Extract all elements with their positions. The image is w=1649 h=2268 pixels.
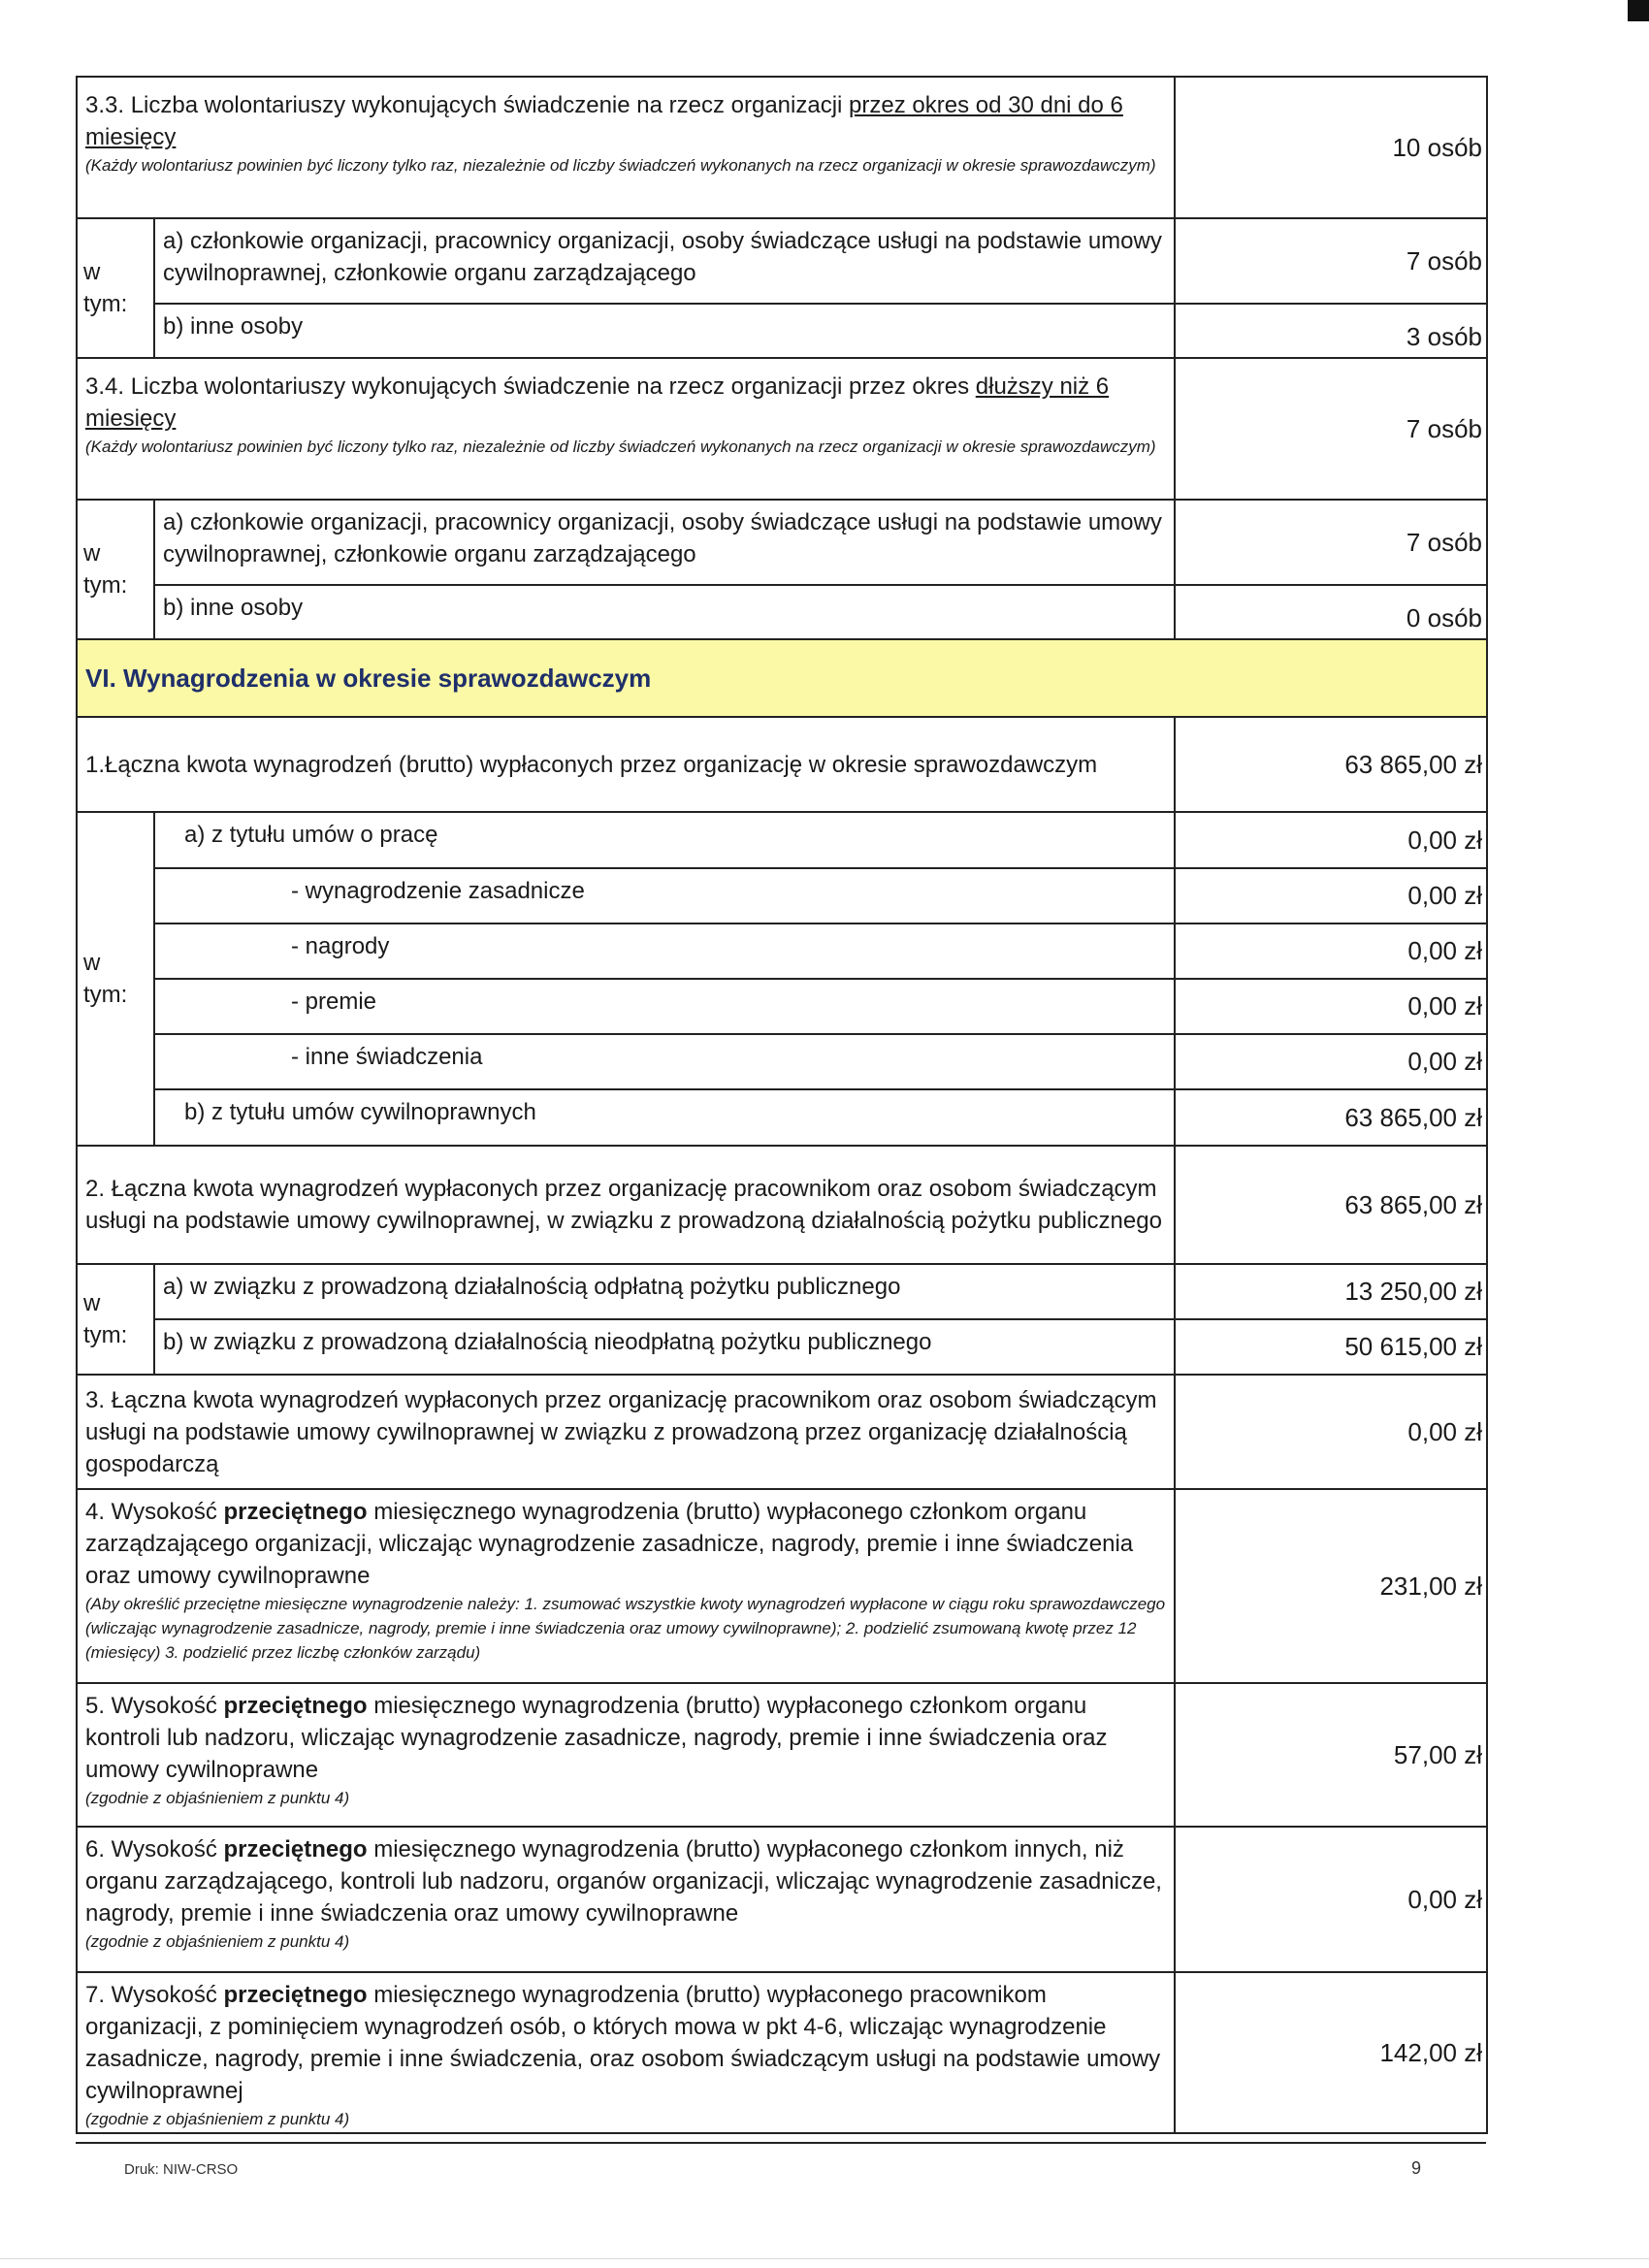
r1-a-value: 0,00 zł (1176, 813, 1488, 867)
r2-a-row (155, 1265, 1488, 1320)
r4-pre: 4. Wysokość (85, 1499, 217, 1525)
section-vi-row (78, 640, 1488, 718)
r2-label: 2. Łączna kwota wynagrodzeń wypłaconych przez organizację pracownikom oraz osobom świadczącym usługi na podstawie umowy cywilnoprawnej, w związku z prowadzoną działalnością pożytku publicznego (78, 1147, 1176, 1263)
s34-note: (Każdy wolontariusz powinien być liczony tylko raz, niezależnie od liczby świadczeń wykonanych na rzecz organizacji w okresie sprawozdawczym) (85, 437, 1156, 456)
s33-a-label: a) członkowie organizacji, pracownicy organizacji, osoby świadczące usługi na podstawie umowy cywilnoprawnej, członkowie organu zarządzającego (155, 219, 1176, 303)
r4-value: 231,00 zł (1176, 1490, 1488, 1682)
r2-b-row (155, 1320, 1488, 1374)
s33-breakdown (78, 219, 1488, 359)
r7-post: miesięcznego wynagrodzenia (brutto) wypłaconego pracownikom organizacji, z pominięciem wynagrodzeń osób, o których mowa w pkt 4-6, wliczając wynagrodzenie zasadnicze, nagrody, premie i inne świadczenia, oraz osobom świadczącym usługi na podstawie umowy cywilnoprawnej (85, 1982, 1161, 2104)
r6-label (78, 1828, 1176, 1971)
s34-w: w (83, 540, 101, 567)
r2-a-label: a) w związku z prowadzoną działalnością odpłatną pożytku publicznego (155, 1265, 1176, 1318)
r1-w: w (83, 950, 101, 976)
s34-title: 3.4. Liczba wolontariuszy wykonujących świadczenie na rzecz organizacji przez okres (85, 373, 970, 400)
r5-label (78, 1684, 1176, 1826)
r1-a3-value: 0,00 zł (1176, 980, 1488, 1033)
r4-row (78, 1490, 1488, 1684)
s34-b-row (155, 586, 1488, 638)
r2-row (78, 1147, 1488, 1265)
r6-post: miesięcznego wynagrodzenia (brutto) wypłaconego członkom innych, niż organu zarządzającego, kontroli lub nadzoru, organów organizacji, wliczając wynagrodzenie zasadnicze, nagrody, premie i inne świadczenia oraz umowy cywilnoprawne (85, 1836, 1162, 1927)
r7-row (78, 1973, 1488, 2134)
r6-note: (zgodnie z objaśnieniem z punktu 4) (85, 1932, 350, 1951)
s33-tym: tym: (83, 291, 128, 317)
r6-value: 0,00 zł (1176, 1828, 1488, 1971)
r1-breakdown (78, 813, 1488, 1147)
r1-a4-value: 0,00 zł (1176, 1035, 1488, 1088)
r1-a2-row (155, 924, 1488, 980)
r2-a-value: 13 250,00 zł (1176, 1265, 1488, 1318)
r1-a4-row (155, 1035, 1488, 1090)
scan-corner-mark (1628, 0, 1649, 21)
s34-row (78, 359, 1488, 501)
r1-b-row (155, 1090, 1488, 1145)
r2-b-value: 50 615,00 zł (1176, 1320, 1488, 1374)
r7-bold: przeciętnego (223, 1982, 368, 2008)
s33-b-value: 3 osób (1176, 305, 1488, 357)
r5-post: miesięcznego wynagrodzenia (brutto) wypłaconego członkom organu kontroli lub nadzoru, wliczając wynagrodzenie zasadnicze, nagrody, premie i inne świadczenia oraz umowy cywilnoprawne (85, 1693, 1108, 1783)
r1-b-value: 63 865,00 zł (1176, 1090, 1488, 1145)
r6-pre: 6. Wysokość (85, 1836, 217, 1863)
r2-w-tym (78, 1265, 155, 1374)
r1-value: 63 865,00 zł (1176, 718, 1488, 811)
s34-tym: tym: (83, 572, 128, 599)
r1-a1-row (155, 869, 1488, 924)
r2-value: 63 865,00 zł (1176, 1147, 1488, 1263)
s33-note: (Każdy wolontariusz powinien być liczony tylko raz, niezależnie od liczby świadczeń wykonanych na rzecz organizacji w okresie sprawozdawczym) (85, 156, 1156, 175)
s33-a-row (155, 219, 1488, 305)
r4-bold: przeciętnego (223, 1499, 368, 1525)
r1-a3-row (155, 980, 1488, 1035)
s33-b-label: b) inne osoby (155, 305, 1176, 357)
r1-label: 1.Łączna kwota wynagrodzeń (brutto) wypłaconych przez organizację w okresie sprawozdawczym (78, 718, 1176, 811)
r4-label (78, 1490, 1176, 1682)
r6-bold: przeciętnego (223, 1836, 368, 1863)
s33-row (78, 78, 1488, 219)
r1-b-label: b) z tytułu umów cywilnoprawnych (155, 1090, 1176, 1145)
r5-value: 57,00 zł (1176, 1684, 1488, 1826)
r3-value: 0,00 zł (1176, 1376, 1488, 1488)
s33-title-underlined: przez okres od 30 dni do 6 miesięcy (85, 92, 1123, 150)
r1-a1-value: 0,00 zł (1176, 869, 1488, 923)
s34-breakdown (78, 501, 1488, 640)
page-number: 9 (1411, 2158, 1422, 2178)
r1-w-tym (78, 813, 155, 1145)
r7-value: 142,00 zł (1176, 1973, 1488, 2132)
s33-value: 10 osób (1176, 78, 1488, 217)
s34-w-tym (78, 501, 155, 638)
s33-b-row (155, 305, 1488, 357)
r7-label (78, 1973, 1176, 2132)
s33-w: w (83, 259, 101, 285)
section-vi-title: VI. Wynagrodzenia w okresie sprawozdawczym (78, 640, 1488, 716)
r2-b-label: b) w związku z prowadzoną działalnością nieodpłatną pożytku publicznego (155, 1320, 1176, 1374)
s33-title: 3.3. Liczba wolontariuszy wykonujących świadczenie na rzecz organizacji (85, 92, 843, 118)
report-table (76, 76, 1488, 2134)
r1-a3-label: - premie (155, 980, 1176, 1033)
r3-label: 3. Łączna kwota wynagrodzeń wypłaconych przez organizację pracownikom oraz osobom świadczącym usługi na podstawie umowy cywilnoprawnej w związku z prowadzoną przez organizację działalnością gospodarczą (78, 1376, 1176, 1488)
s33-w-tym (78, 219, 155, 357)
r1-a2-label: - nagrody (155, 924, 1176, 978)
s34-b-label: b) inne osoby (155, 586, 1176, 638)
r1-a4-label: - inne świadczenia (155, 1035, 1176, 1088)
r2-w: w (83, 1290, 101, 1316)
r5-pre: 5. Wysokość (85, 1693, 217, 1719)
r1-a1-label: - wynagrodzenie zasadnicze (155, 869, 1176, 923)
scan-edge-line (0, 2258, 1649, 2259)
s34-title-underlined: dłuższy niż 6 miesięcy (85, 373, 1110, 432)
s33-a-value: 7 osób (1176, 219, 1488, 303)
s34-b-value: 0 osób (1176, 586, 1488, 638)
r1-a2-value: 0,00 zł (1176, 924, 1488, 978)
r1-a-row (155, 813, 1488, 869)
footer-print-code: Druk: NIW-CRSO (124, 2161, 239, 2178)
s34-a-label: a) członkowie organizacji, pracownicy organizacji, osoby świadczące usługi na podstawie umowy cywilnoprawnej, członkowie organu zarządzającego (155, 501, 1176, 584)
s34-value: 7 osób (1176, 359, 1488, 499)
r2-breakdown (78, 1265, 1488, 1376)
r7-note: (zgodnie z objaśnieniem z punktu 4) (85, 2110, 350, 2128)
r4-note: (Aby określić przeciętne miesięczne wynagrodzenie należy: 1. zsumować wszystkie kwoty wynagrodzeń wypłacone w ciągu roku sprawozdawczego (wliczając wynagrodzenie zasadnicze, nagrody, premie i inne świadczenia oraz umowy cywilnoprawne); 2. podzielić zsumowaną kwotę przez 12 (miesięcy) 3. podzielić przez liczbę członków zarządu) (85, 1595, 1166, 1662)
r5-row (78, 1684, 1488, 1828)
s33-label (78, 78, 1176, 217)
r6-row (78, 1828, 1488, 1973)
r1-tym: tym: (83, 982, 128, 1008)
r1-a-label: a) z tytułu umów o pracę (155, 813, 1176, 867)
r3-row (78, 1376, 1488, 1490)
footer-rule (76, 2142, 1486, 2144)
r5-bold: przeciętnego (223, 1693, 368, 1719)
r4-post: miesięcznego wynagrodzenia (brutto) wypłaconego członkom organu zarządzającego organizacji, wliczając wynagrodzenie zasadnicze, nagrody, premie i inne świadczenia oraz umowy cywilnoprawne (85, 1499, 1134, 1589)
s34-label (78, 359, 1176, 499)
s34-a-value: 7 osób (1176, 501, 1488, 584)
r2-tym: tym: (83, 1322, 128, 1348)
r7-pre: 7. Wysokość (85, 1982, 217, 2008)
r1-row (78, 718, 1488, 813)
s34-a-row (155, 501, 1488, 586)
r5-note: (zgodnie z objaśnieniem z punktu 4) (85, 1789, 350, 1807)
